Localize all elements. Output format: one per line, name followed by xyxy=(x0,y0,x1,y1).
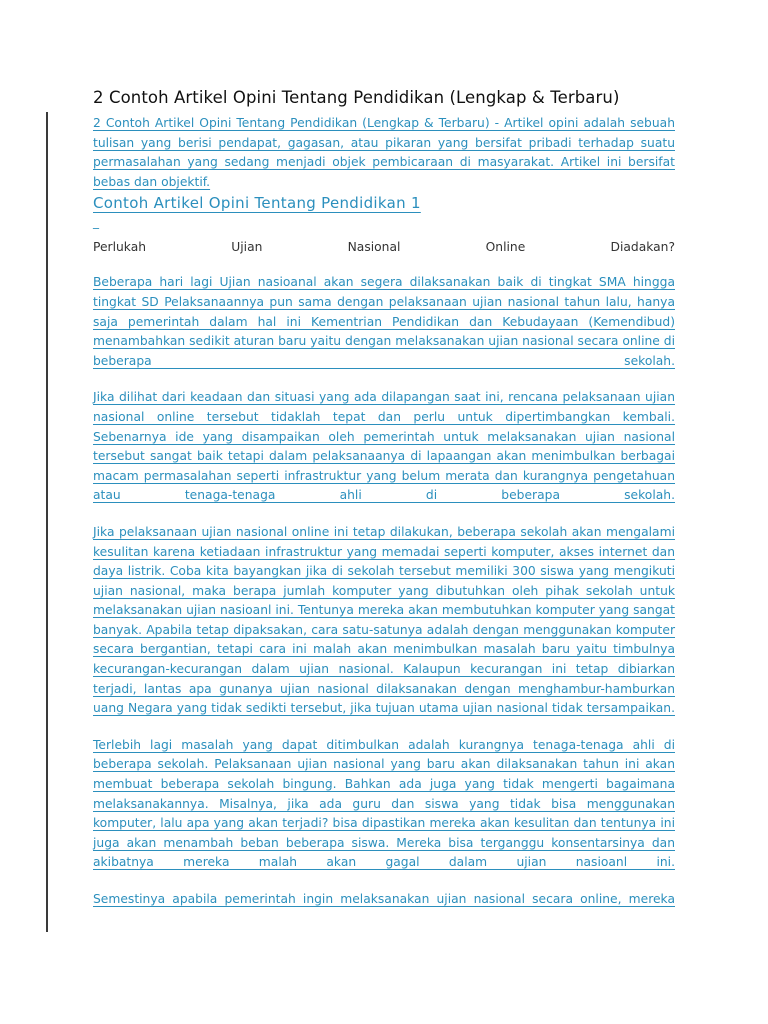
body-paragraph-2[interactable] xyxy=(93,388,675,506)
question-line xyxy=(93,238,675,256)
question-word: Ujian xyxy=(231,240,263,255)
intro-link-paragraph[interactable] xyxy=(93,114,675,192)
body-paragraph-1[interactable] xyxy=(93,273,675,371)
page-title: 2 Contoh Artikel Opini Tentang Pendidikan (Lengkap & Terbaru) xyxy=(93,88,620,107)
paragraph-text[interactable]: Terlebih lagi masalah yang dapat ditimbulkan adalah kurangnya tenaga-tenaga ahli di beberapa sekolah. Pelaksanaan ujian nasional yang baru akan dilaksanakan tahun ini akan membuat beberapa sekolah bingung. Bahkan ada juga yang tidak mengerti bagaimana melaksanakannya. Misalnya, jika ada guru dan siswa yang tidak bisa menggunakan komputer, lalu apa yang akan terjadi? bisa dipastikan mereka akan kesulitan dan tentunya ini juga akan menambah beban beberapa siswa. Mereka bisa terganggu konsentarsinya dan akibatnya mereka malah akan gagal dalam ujian nasioanl ini. xyxy=(93,737,675,870)
paragraph-text[interactable]: Semestinya apabila pemerintah ingin melaksanakan ujian nasional secara online, mereka xyxy=(93,892,675,906)
document-page xyxy=(93,88,675,910)
question-word: Online xyxy=(485,240,526,255)
paragraph-text[interactable]: Jika dilihat dari keadaan dan situasi yang ada dilapangan saat ini, rencana pelaksanaan ujian nasional online tersebut tidaklah tepat dan perlu untuk dipertimbangkan kembali. Sebenarnya ide yang disampaikan oleh pemerintah untuk melaksanakan ujian nasional tersebut sangat baik tetapi dalam pelaksanaanya di lapaangan akan menimbulkan berbagai macam permasalahan seperti infrastruktur yang belum merata dan kurangnya pengetahuan atau tenaga-tenaga ahli di beberapa sekolah. xyxy=(93,390,675,503)
paragraph-text[interactable]: Jika pelaksanaan ujian nasional online ini tetap dilakukan, beberapa sekolah akan mengalami kesulitan karena ketiadaan infrastruktur yang memadai seperti komputer, akses internet dan daya listrik. Coba kita bayangkan jika di sekolah tersebut memiliki 300 siswa yang mengikuti ujian nasional, maka berapa jumlah komputer yang dibutuhkan oleh pihak sekolah untuk melaksanakan ujian nasioanl ini. Tentunya mereka akan membutuhkan komputer yang sangat banyak. Apabila tetap dipaksakan, cara satu-satunya adalah dengan menggunakan komputer secara bergantian, tetapi cara ini malah akan menimbulkan masalah baru yaitu timbulnya kecurangan-kecurangan dalam ujian nasional. Kalaupun kecurangan ini tetap dibiarkan terjadi, lantas apa gunanya ujian nasional dilaksanakan dengan menghambur-hamburkan uang Negara yang tidak sedikti tersebut, jika tujuan utama ujian nasional tidak tersampaikan. xyxy=(93,524,675,716)
left-margin-rule xyxy=(46,112,48,932)
section-heading[interactable]: Contoh Artikel Opini Tentang Pendidikan 1 xyxy=(93,194,421,213)
intro-text[interactable]: 2 Contoh Artikel Opini Tentang Pendidikan (Lengkap & Terbaru) - Artikel opini adalah sebuah tulisan yang berisi pendapat, gagasan, atau pikaran yang bersifat pribadi terhadap suatu permasalahan yang sedang menjadi objek pembicaraan di masyarakat. Artikel ini bersifat bebas dan objektif. xyxy=(93,116,675,189)
paragraph-text[interactable]: Beberapa hari lagi Ujian nasioanal akan segera dilaksanakan baik di tingkat SMA hingga tingkat SD Pelaksanaannya pun sama dengan pelaksanaan ujian nasional tahun lalu, hanya saja pemerintah dalam hal ini Kementrian Pendidikan dan Kebudayaan (Kemendibud) menambahkan sedikit aturan baru yaitu dengan melaksanakan ujian nasional secara online di beberapa sekolah. xyxy=(93,275,675,368)
body-paragraph-5[interactable] xyxy=(93,890,675,910)
question-word: Perlukah xyxy=(93,240,147,255)
body-paragraph-3[interactable] xyxy=(93,523,675,719)
question-word: Nasional xyxy=(347,240,401,255)
body-paragraph-4[interactable] xyxy=(93,736,675,873)
separator-dash: _ xyxy=(93,215,99,230)
question-word: Diadakan? xyxy=(610,240,675,255)
